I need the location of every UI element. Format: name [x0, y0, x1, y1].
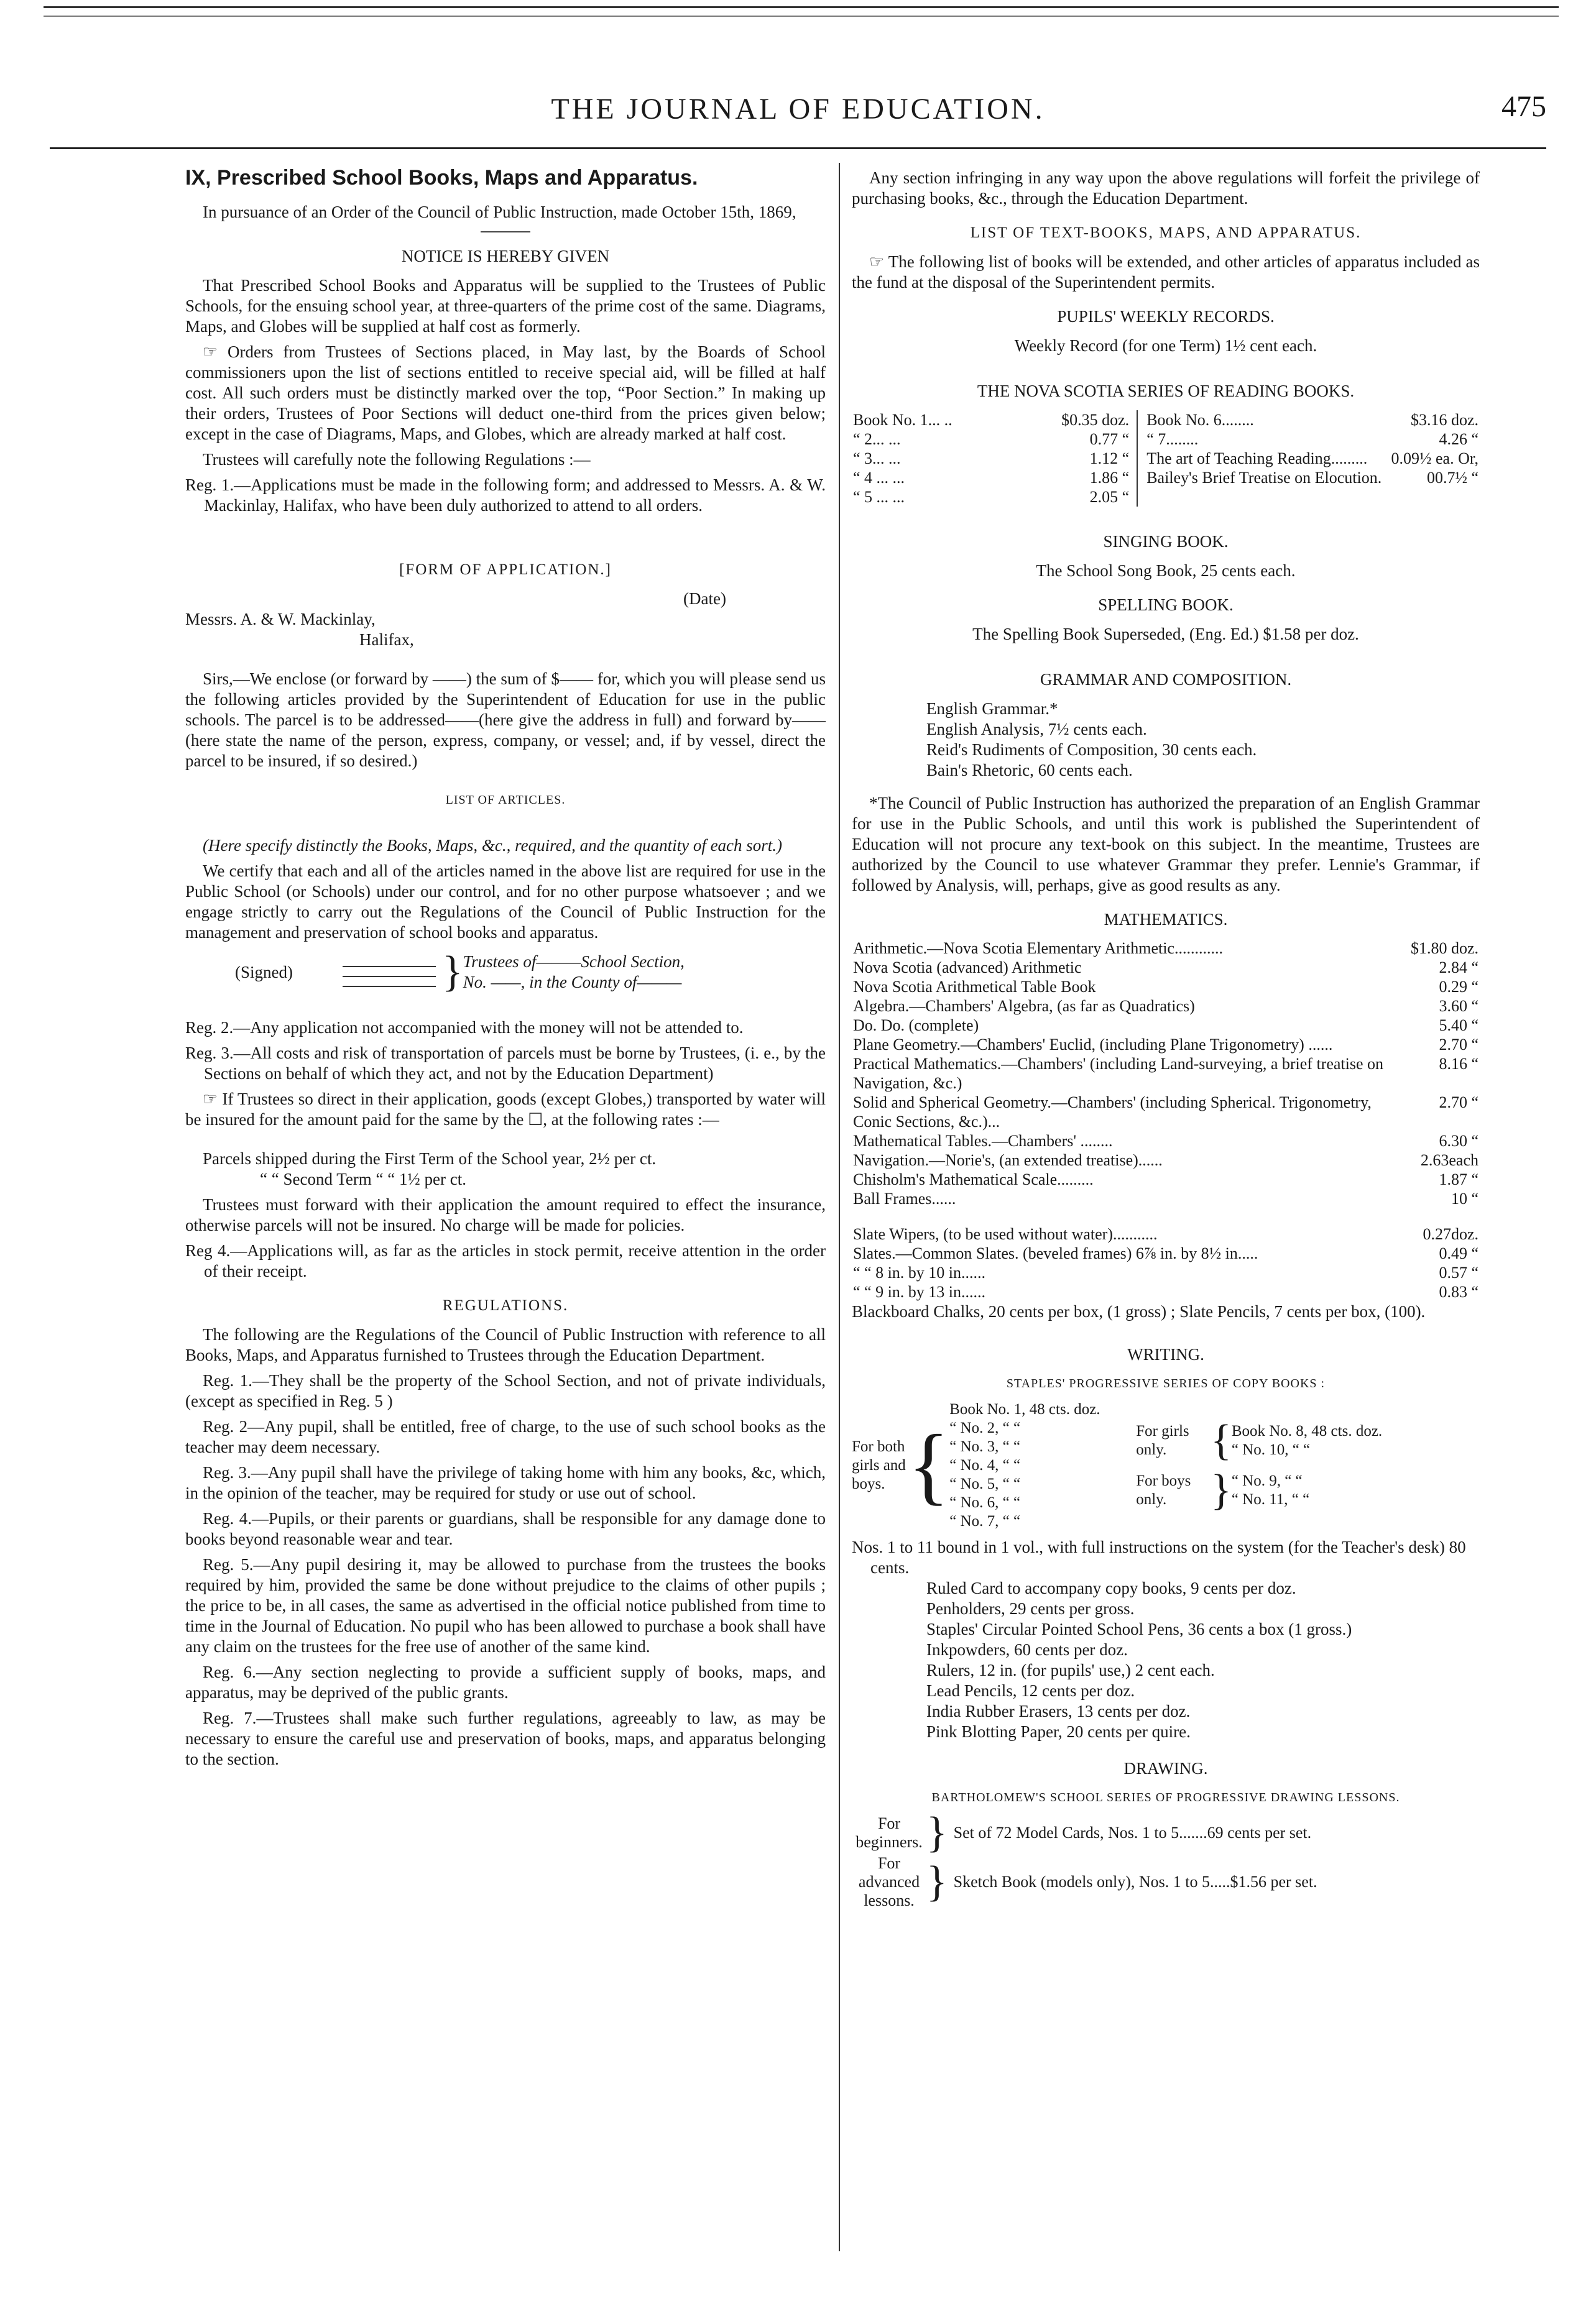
item-price: 4.26 “ — [1439, 430, 1478, 448]
mathematics-heading: MATHEMATICS. — [1104, 910, 1228, 929]
reg-2: Reg. 2.—Any application not accompanied with the money will not be attended to. — [185, 1018, 744, 1037]
math-item-row — [852, 1189, 1480, 1208]
brace-glyph: { — [908, 1417, 950, 1513]
item-label: Book No. 6........ — [1146, 411, 1254, 429]
drawing-item: Sketch Book (models only), Nos. 1 to 5.....$1.56 per set. — [953, 1873, 1317, 1891]
item-price: 0.57 “ — [1439, 1264, 1478, 1282]
math-item-row — [852, 1131, 1480, 1151]
item-price: 10 “ — [1451, 1190, 1478, 1208]
regulations-heading: REGULATIONS. — [442, 1297, 569, 1314]
item-price: 0.49 “ — [1439, 1244, 1478, 1262]
writing-item: Inkpowders, 60 cents per doz. — [926, 1640, 1128, 1659]
slate-item-row — [852, 1263, 1480, 1282]
item-label: Nova Scotia (advanced) Arithmetic — [853, 958, 1082, 976]
slate-item-row — [852, 1244, 1480, 1263]
item-price: 5.40 “ — [1439, 1016, 1478, 1034]
regulation-6: Reg. 6.—Any section neglecting to provide a sufficient supply of books, maps, and apparatus, may be deprived of the public grants. — [185, 1663, 826, 1702]
right-column — [852, 168, 1480, 1913]
reading-book-row — [1145, 449, 1480, 468]
grammar-item: English Analysis, 7½ cents each. — [926, 720, 1147, 738]
regulations-intro: The following are the Regulations of the Council of Public Instruction with reference to all Books, Maps, and Apparatus furnished to Trustees through the Education Department. — [185, 1325, 826, 1364]
notice-heading: NOTICE IS HEREBY GIVEN — [401, 247, 610, 265]
copy-book-item: “ No. 3, “ “ — [949, 1438, 1021, 1455]
brace-glyph: } — [926, 1809, 948, 1857]
copy-book-item: “ No. 7, “ “ — [949, 1513, 1021, 1530]
item-price: 2.63each — [1420, 1151, 1478, 1169]
copy-both-list — [949, 1400, 1136, 1531]
specify-note: (Here specify distinctly the Books, Maps, &c., required, and the quantity of each sort.) — [203, 836, 783, 855]
math-item-row — [852, 1016, 1480, 1035]
item-price: 2.05 “ — [1089, 488, 1130, 506]
boys-group — [1136, 1466, 1480, 1514]
math-item-row — [852, 1035, 1480, 1054]
regulation-7: Reg. 7.—Trustees shall make such further regulations, agreeably to law, as may be necessary to ensure the careful use and preservation of books, maps, and apparatus belonging to the section. — [185, 1709, 826, 1768]
poor-section-paragraph: ☞ Orders from Trustees of Sections placed, in May last, by the Boards of School commissioners upon the list of sections entitled to receive special aid, will be filled at half cost. All such orders must be distinctly marked over the top, “Poor Section.” In making up their orders, Trustees of Poor Sections will deduct one-third from the prices given below; except in the case of Diagrams, Maps, and Globes, which are already marked at half cost. — [185, 342, 826, 443]
grammar-footnote: *The Council of Public Instruction has authorized the preparation of an English Grammar for use in the Public Schools, and until this work is published the Superintendent of Education will not procure any text-book on this subject. In the meantime, Trustees are authorized by the Council to use whatever Grammar they prefer. Lennie's Grammar, if followed by Analysis, will, perhaps, give as good results as any. — [852, 794, 1480, 894]
item-price: 0.29 “ — [1439, 978, 1478, 996]
copy-book-item: “ No. 11, “ “ — [1231, 1491, 1310, 1508]
reg-4: Reg 4.—Applications will, as far as the articles in stock permit, receive attention in the order of their receipt. — [185, 1241, 826, 1280]
form-title: [FORM OF APPLICATION.] — [399, 561, 612, 578]
regulation-5: Reg. 5.—Any pupil desiring it, may be allowed to purchase from the trustees the books required by him, provided the same be done without prejudice to the claims of other pupils ; the price to be, in all cases, the same as advertised in the official notice published from time to time in the Journal of Education. No pupil who has been allowed to purchase a book shall have any claim on the trustees for the free use of another of the same kind. — [185, 1555, 826, 1656]
drawing-item: Set of 72 Model Cards, Nos. 1 to 5.......69 cents per set. — [953, 1824, 1312, 1842]
reading-book-row — [1145, 468, 1480, 487]
item-price: 0.77 “ — [1089, 430, 1130, 448]
writing-item: Pink Blotting Paper, 20 cents per quire. — [926, 1722, 1191, 1741]
top-border — [44, 6, 1559, 17]
slate-item-row — [852, 1224, 1480, 1244]
chalk-item: Blackboard Chalks, 20 cents per box, (1 gross) ; Slate Pencils, 7 cents per box, (100). — [852, 1302, 1426, 1321]
rate-second-term: “ “ Second Term “ “ 1½ per ct. — [260, 1170, 466, 1188]
records-heading: PUPILS' WEEKLY RECORDS. — [1057, 307, 1275, 326]
item-price: 1.86 “ — [1089, 469, 1130, 487]
reading-heading: THE NOVA SCOTIA SERIES OF READING BOOKS. — [977, 382, 1355, 400]
brace-glyph: } — [926, 1858, 948, 1906]
page-header — [50, 81, 1546, 149]
column-divider — [839, 163, 840, 2251]
copy-girls-list — [1232, 1422, 1382, 1459]
math-item-row — [852, 1170, 1480, 1189]
copy-book-item: “ No. 10, “ “ — [1231, 1441, 1311, 1458]
left-column — [185, 168, 826, 1775]
math-item-row — [852, 1151, 1480, 1170]
item-label: “ “ 8 in. by 10 in...... — [853, 1264, 986, 1282]
item-price: 2.84 “ — [1439, 958, 1478, 976]
item-price: 1.12 “ — [1089, 449, 1130, 467]
copy-book-item: “ No. 5, “ “ — [949, 1476, 1021, 1492]
writing-item: Rulers, 12 in. (for pupils' use,) 2 cent each. — [926, 1661, 1215, 1679]
signature-line-1: Trustees of———School Section, — [463, 952, 685, 971]
reading-book-row — [852, 429, 1130, 449]
item-price: $0.35 doz. — [1061, 411, 1130, 429]
drawing-items — [852, 1809, 1480, 1910]
reading-right — [1138, 410, 1480, 507]
writing-item: Nos. 1 to 11 bound in 1 vol., with full instructions on the system (for the Teacher's desk) 80 cents. — [852, 1538, 1466, 1577]
reading-left-table — [852, 410, 1130, 507]
grammar-item: English Grammar.* — [926, 699, 1058, 718]
reading-book-row — [1145, 410, 1480, 429]
singing-item: The School Song Book, 25 cents each. — [1036, 561, 1296, 580]
copy-book-item: “ No. 2, “ “ — [949, 1420, 1021, 1436]
writing-item: India Rubber Erasers, 13 cents per doz. — [926, 1702, 1191, 1720]
regulation-2: Reg. 2—Any pupil, shall be entitled, free of charge, to the use of such school books as the teacher may deem necessary. — [185, 1417, 826, 1456]
header-rule — [50, 147, 1546, 149]
copy-book-item: Book No. 8, 48 cts. doz. — [1231, 1423, 1383, 1440]
writing-item: Ruled Card to accompany copy books, 9 cents per doz. — [926, 1579, 1296, 1597]
both-label: For both girls and boys. — [852, 1438, 906, 1492]
reading-books — [852, 410, 1480, 507]
rate-first-term: Parcels shipped during the First Term of the School year, 2½ per ct. — [203, 1149, 657, 1168]
item-label: Algebra.—Chambers' Algebra, (as far as Quadratics) — [853, 997, 1195, 1015]
grammar-list — [852, 699, 1480, 781]
item-price: 2.70 “ — [1439, 1093, 1478, 1111]
writing-item: Staples' Circular Pointed School Pens, 36 cents a box (1 gross.) — [926, 1620, 1352, 1638]
reading-book-row — [852, 449, 1130, 468]
form-body: Sirs,—We enclose (or forward by ——) the sum of $—— for, which you will please send us the following articles provided by the Superintendent of Education for use in the public schools. The parcel is to be addressed——(here give the address in full) and forward by——(here state the name of the person, express, company, or vessel; and, if by vessel, direct the parcel to be insured, if so desired.) — [185, 669, 826, 770]
item-label: “ 5 ... ... — [853, 488, 905, 506]
drawing-for: For advanced lessons. — [858, 1854, 920, 1909]
item-price: 00.7½ “ — [1426, 469, 1478, 487]
writing-heading: WRITING. — [1127, 1345, 1204, 1364]
regulations-note: Trustees will carefully note the following Regulations :— — [203, 450, 591, 469]
signed-label: (Signed) — [235, 962, 293, 981]
item-price: 3.60 “ — [1439, 997, 1478, 1015]
item-label: “ 7........ — [1146, 430, 1199, 448]
item-label: “ 2... ... — [853, 430, 901, 448]
copy-book-item: “ No. 6, “ “ — [949, 1494, 1021, 1511]
insurance-note: Trustees must forward with their application the amount required to effect the insurance, otherwise parcels will not be insured. No charge will be made for policies. — [185, 1195, 826, 1234]
journal-title: THE JOURNAL OF EDUCATION. — [551, 93, 1045, 126]
slate-item-row — [852, 1282, 1480, 1302]
reg-3: Reg. 3.—All costs and risk of transportation of parcels must be borne by Trustees, (i. e., by the Sections on behalf of which they act, and not by the Education Department) — [185, 1044, 826, 1083]
item-label: Ball Frames...... — [853, 1190, 956, 1208]
reading-right-table — [1145, 410, 1480, 487]
item-label: Slates.—Common Slates. (beveled frames) 6⅞ in. by 8½ in..... — [853, 1244, 1258, 1262]
notice-paragraph: That Prescribed School Books and Apparatus will be supplied to the Trustees of Public Schools, for the ensuing school year, at three-quarters of the prime cost of the same. Diagrams, Maps, and Globes will be supplied at half cost as formerly. — [185, 276, 826, 336]
copy-books — [852, 1400, 1480, 1531]
math-item-row — [852, 1054, 1480, 1093]
reg-1: Reg. 1.—Applications must be made in the following form; and addressed to Messrs. A. & W. Mackinlay, Halifax, who have been duly authorized to attend to all orders. — [185, 475, 826, 515]
item-label: Slate Wipers, (to be used without water)........... — [853, 1225, 1158, 1243]
intro: In pursuance of an Order of the Council of Public Instruction, made October 15th, 1869, — [203, 203, 796, 221]
drawing-for: For beginners. — [856, 1814, 923, 1851]
drawing-row — [852, 1854, 1480, 1910]
section-title: IX, Prescribed School Books, Maps and Apparatus. — [185, 166, 698, 190]
item-label: Book No. 1... .. — [853, 411, 953, 429]
list-of-articles-heading: LIST OF ARTICLES. — [445, 793, 566, 807]
water-transport-note: ☞ If Trustees so direct in their application, goods (except Globes,) transported by water will be insured for the amount paid for the same by the ☐, at the following rates :— — [185, 1090, 826, 1129]
girls-group — [1136, 1417, 1480, 1464]
drawing-subheading: BARTHOLOMEW'S SCHOOL SERIES OF PROGRESSIVE DRAWING LESSONS. — [931, 1791, 1400, 1804]
singing-heading: SINGING BOOK. — [1103, 532, 1229, 551]
grammar-heading: GRAMMAR AND COMPOSITION. — [1040, 670, 1292, 689]
item-price: 0.83 “ — [1439, 1283, 1478, 1301]
math-item-row — [852, 939, 1480, 958]
spelling-heading: SPELLING BOOK. — [1098, 595, 1234, 614]
records-item: Weekly Record (for one Term) 1½ cent each. — [1014, 336, 1317, 355]
signature-block — [185, 948, 826, 996]
signature-text — [463, 952, 685, 993]
item-label: Practical Mathematics.—Chambers' (including Land-surveying, a brief treatise on Navigation, &c.) — [853, 1055, 1384, 1092]
address-line-1: Messrs. A. & W. Mackinlay, — [185, 610, 376, 628]
spelling-item: The Spelling Book Superseded, (Eng. Ed.) $1.58 per doz. — [972, 625, 1359, 643]
copy-boys-list — [1232, 1472, 1309, 1509]
regulation-1: Reg. 1.—They shall be the property of the School Section, and not of private individuals, (except as specified in Reg. 5 ) — [185, 1371, 826, 1410]
item-label: Arithmetic.—Nova Scotia Elementary Arithmetic............ — [853, 939, 1223, 957]
item-price: $3.16 doz. — [1410, 411, 1478, 429]
brace-glyph: } — [441, 948, 463, 996]
signature-lines — [343, 957, 436, 987]
girls-label: For girls only. — [1136, 1423, 1189, 1458]
mathematics-table — [852, 939, 1480, 1208]
item-price: 8.16 “ — [1439, 1055, 1478, 1073]
math-item-row — [852, 996, 1480, 1016]
copy-book-item: “ No. 4, “ “ — [949, 1457, 1021, 1474]
regulation-3: Reg. 3.—Any pupil shall have the privilege of taking home with him any books, &c, which, in the opinion of the teacher, may be required for study or use out of school. — [185, 1463, 826, 1502]
form-date: (Date) — [683, 589, 726, 608]
copy-books-heading: STAPLES' PROGRESSIVE SERIES OF COPY BOOKS : — [1006, 1377, 1326, 1390]
item-label: Bailey's Brief Treatise on Elocution. — [1146, 469, 1382, 487]
list-note: ☞ The following list of books will be extended, and other articles of apparatus included as the fund at the disposal of the Superintendent permits. — [852, 252, 1480, 292]
regulation-4: Reg. 4.—Pupils, or their parents or guardians, shall be responsible for any damage done to books beyond reasonable wear and tear. — [185, 1509, 826, 1548]
item-price: 1.87 “ — [1439, 1170, 1478, 1188]
grammar-item: Bain's Rhetoric, 60 cents each. — [926, 761, 1133, 779]
copy-book-item: “ No. 9, “ “ — [1231, 1472, 1303, 1489]
signature-line-2: No. ——, in the County of——— — [463, 973, 682, 991]
reading-book-row — [852, 410, 1130, 429]
reading-left — [852, 410, 1138, 507]
boys-label: For boys only. — [1136, 1472, 1191, 1508]
item-price: 6.30 “ — [1439, 1132, 1478, 1150]
item-label: Navigation.—Norie's, (an extended treatise)...... — [853, 1151, 1163, 1169]
short-rule — [481, 231, 530, 232]
reading-book-row — [852, 487, 1130, 507]
address-line-2: Halifax, — [359, 630, 414, 649]
item-label: “ 4 ... ... — [853, 469, 905, 487]
item-label: Mathematical Tables.—Chambers' ........ — [853, 1132, 1113, 1150]
copy-book-item: Book No. 1, 48 cts. doz. — [949, 1401, 1100, 1418]
item-label: “ 3... ... — [853, 449, 901, 467]
reading-book-row — [852, 468, 1130, 487]
writing-item: Lead Pencils, 12 cents per doz. — [926, 1681, 1135, 1700]
certify-paragraph: We certify that each and all of the articles named in the above list are required for use in the Public School (or Schools) under our control, and for no other purpose whatsoever ; and we engage strictly to carry out the Regulations of the Council of Public Instruction for the management and preservation of school books and apparatus. — [185, 861, 826, 942]
page-number: 475 — [1501, 90, 1546, 123]
brace-glyph: } — [1211, 1466, 1232, 1514]
copy-gender-groups — [1136, 1417, 1480, 1514]
math-item-row — [852, 958, 1480, 977]
infringe-paragraph: Any section infringing in any way upon the above regulations will forfeit the privilege of purchasing books, &c., through the Education Department. — [852, 168, 1480, 208]
item-price: $1.80 doz. — [1410, 939, 1478, 957]
drawing-heading: DRAWING. — [1123, 1759, 1208, 1778]
item-label: Plane Geometry.—Chambers' Euclid, (including Plane Trigonometry) ...... — [853, 1036, 1333, 1054]
item-price: 0.27doz. — [1423, 1225, 1478, 1243]
item-label: Chisholm's Mathematical Scale......... — [853, 1170, 1094, 1188]
reading-book-row — [1145, 429, 1480, 449]
item-price: 2.70 “ — [1439, 1036, 1478, 1054]
item-label: Do. Do. (complete) — [853, 1016, 979, 1034]
brace-glyph: { — [1211, 1417, 1232, 1464]
item-label: Solid and Spherical Geometry.—Chambers' (including Spherical. Trigonometry, Conic Sections, &c.)... — [853, 1093, 1372, 1131]
math-item-row — [852, 1093, 1480, 1131]
grammar-item: Reid's Rudiments of Composition, 30 cents each. — [926, 740, 1257, 759]
writing-items — [852, 1537, 1480, 1742]
text-books-heading: LIST OF TEXT-BOOKS, MAPS, AND APPARATUS. — [970, 224, 1362, 241]
drawing-row — [852, 1809, 1480, 1857]
item-label: Nova Scotia Arithmetical Table Book — [853, 978, 1096, 996]
math-item-row — [852, 977, 1480, 996]
item-label: The art of Teaching Reading......... — [1146, 449, 1368, 467]
slates-table — [852, 1224, 1480, 1302]
item-price: 0.09½ ea. Or, — [1391, 449, 1478, 467]
item-label: “ “ 9 in. by 13 in...... — [853, 1283, 986, 1301]
writing-item: Penholders, 29 cents per gross. — [926, 1599, 1135, 1618]
